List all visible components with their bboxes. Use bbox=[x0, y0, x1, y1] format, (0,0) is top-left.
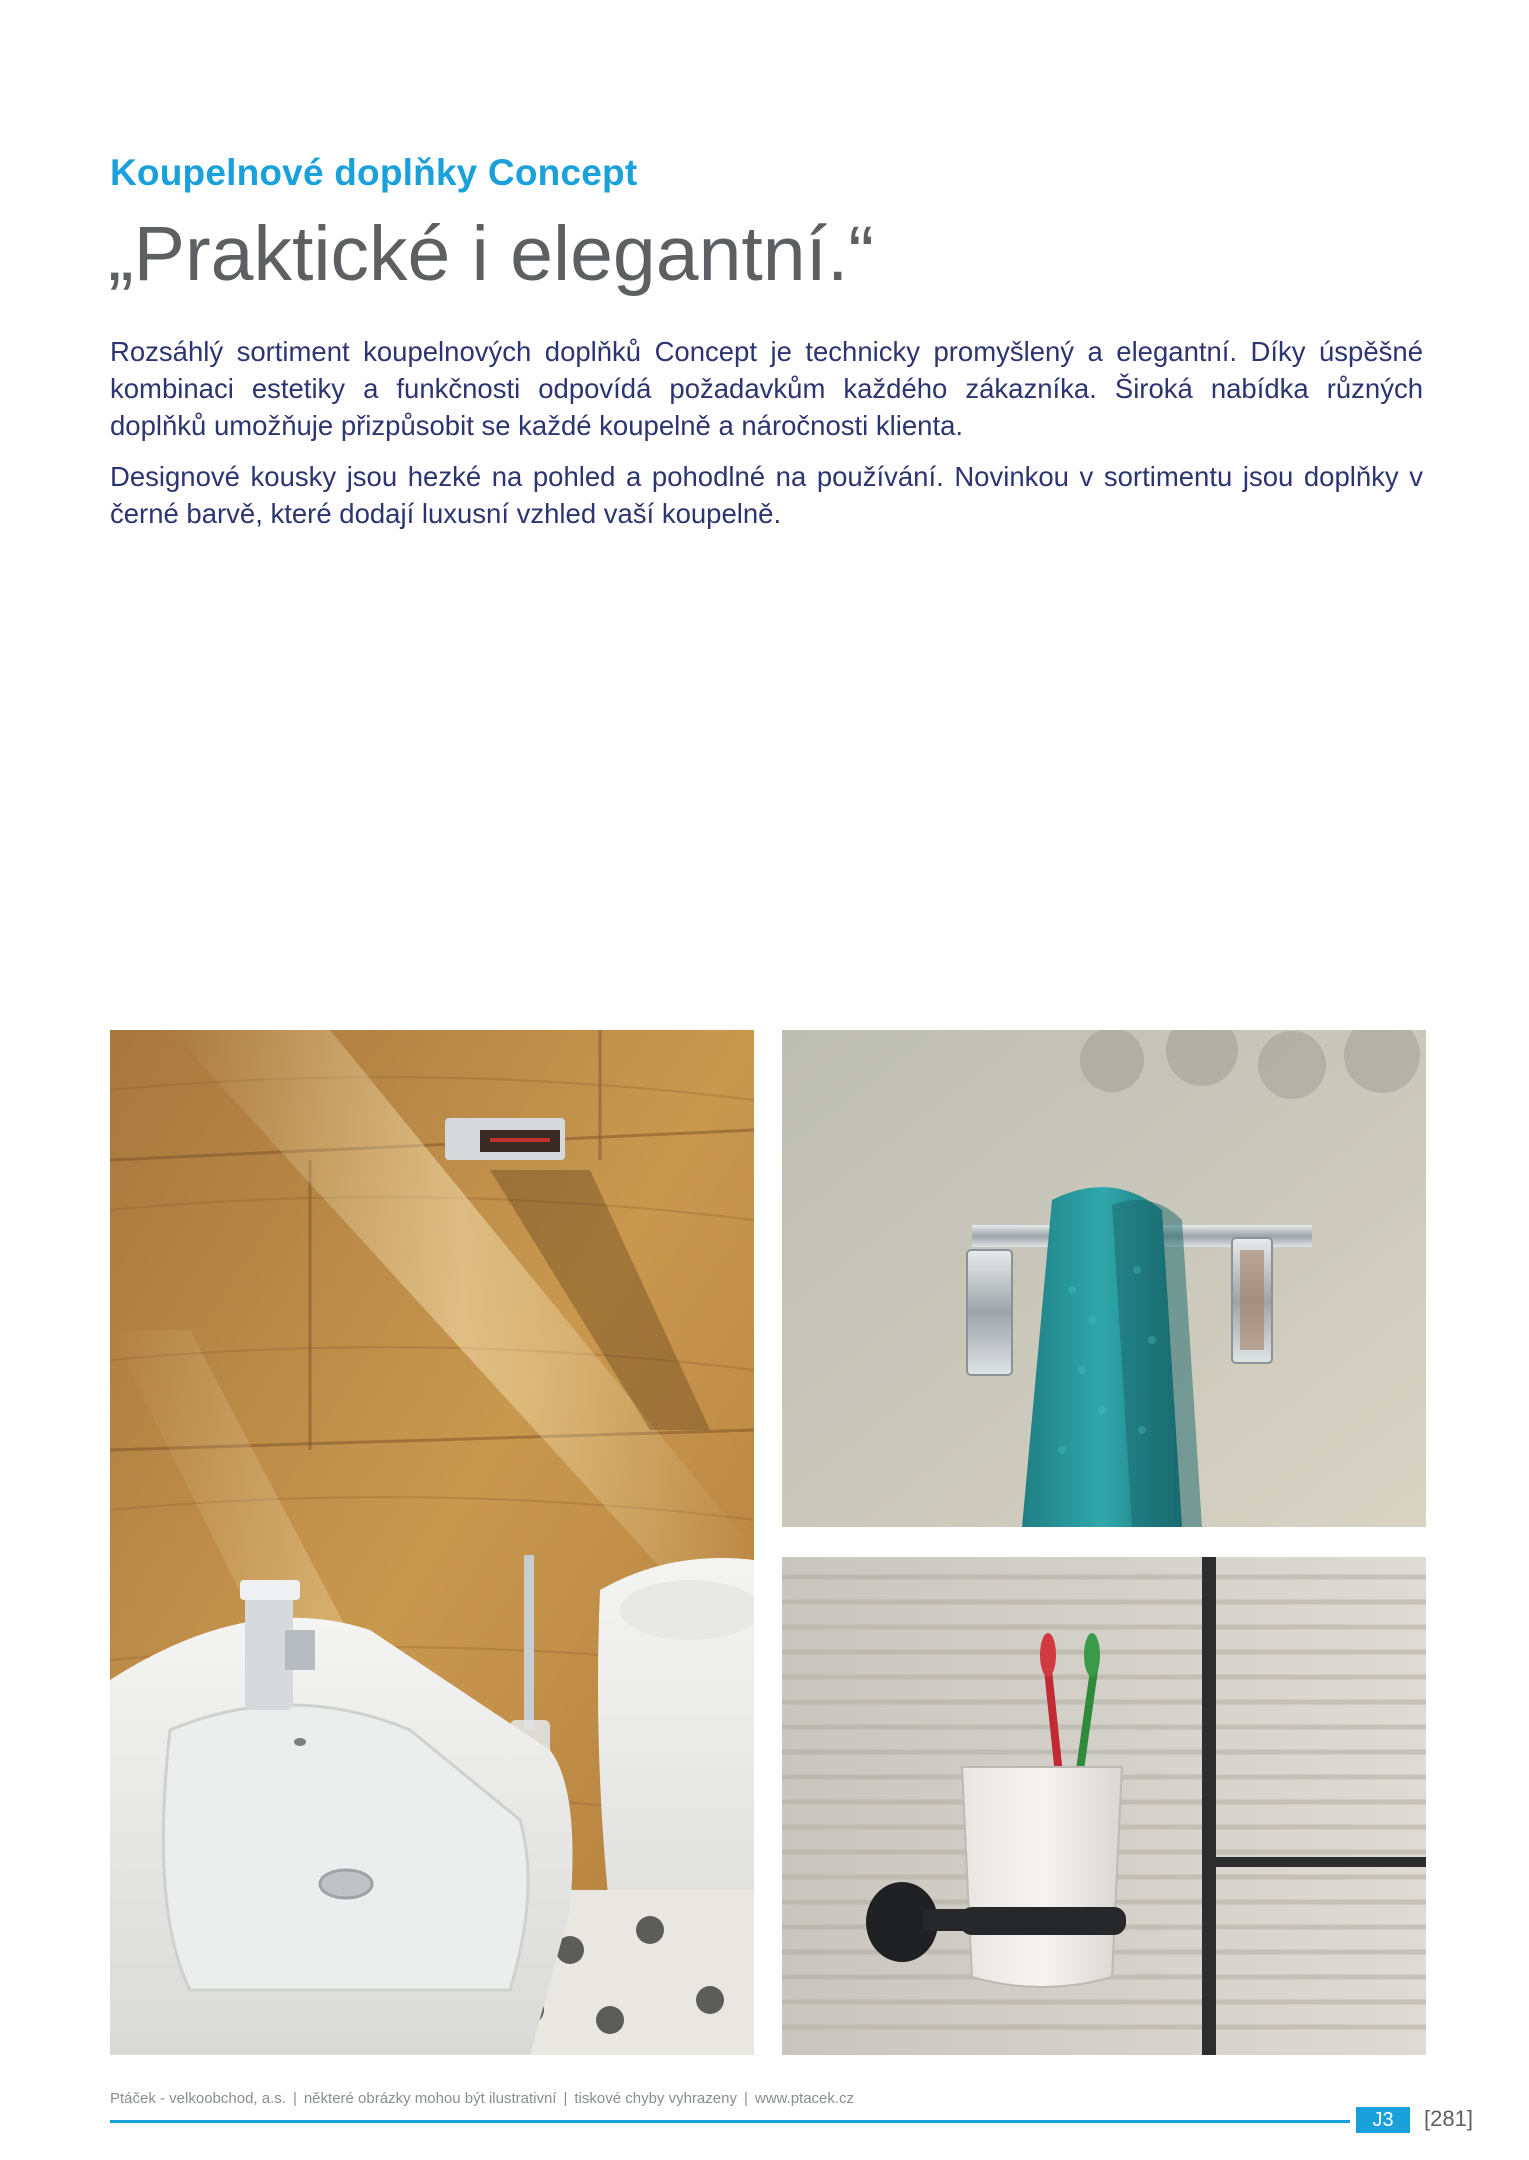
page-number: [281] bbox=[1424, 2106, 1473, 2131]
footer-website-link[interactable]: www.ptacek.cz bbox=[754, 2090, 855, 2107]
footer-company: Ptáček - velkoobchod, a.s. bbox=[110, 2090, 286, 2107]
footer-separator: | bbox=[563, 2090, 568, 2107]
intro-text bbox=[110, 333, 1423, 546]
cup-holder-photo bbox=[782, 1557, 1426, 2055]
intro-paragraph-1: Rozsáhlý sortiment koupelnových doplňků Concept je technicky promyšlený a elegantní. Díky úspěšné kombinaci estetiky a funkčnosti odpovídá požadavkům každého zákazníka. Široká nabídka různých doplňků umožňuje přizpůsobit se každé koupelně a náročnosti klienta. bbox=[110, 336, 1423, 441]
footer-separator: | bbox=[292, 2090, 297, 2107]
footer-image-note: některé obrázky mohou být ilustrativní bbox=[303, 2090, 557, 2107]
footer-separator: | bbox=[743, 2090, 748, 2107]
bathroom-basin-photo bbox=[110, 1030, 754, 2055]
towel-holder-photo bbox=[782, 1030, 1426, 1527]
page-title: „Praktické i elegantní.“ bbox=[108, 211, 875, 297]
section-subtitle: Koupelnové doplňky Concept bbox=[110, 152, 638, 193]
footer-divider bbox=[110, 2120, 1350, 2123]
footer-errors-note: tiskové chyby vyhrazeny bbox=[574, 2090, 737, 2107]
intro-paragraph-2: Designové kousky jsou hezké na pohled a pohodlné na používání. Novinkou v sortimentu jsou doplňky v černé barvě, které dodají luxusní vzhled vaší koupelně. bbox=[110, 461, 1423, 529]
footer-info bbox=[110, 2090, 854, 2107]
section-badge: J3 bbox=[1356, 2107, 1410, 2133]
